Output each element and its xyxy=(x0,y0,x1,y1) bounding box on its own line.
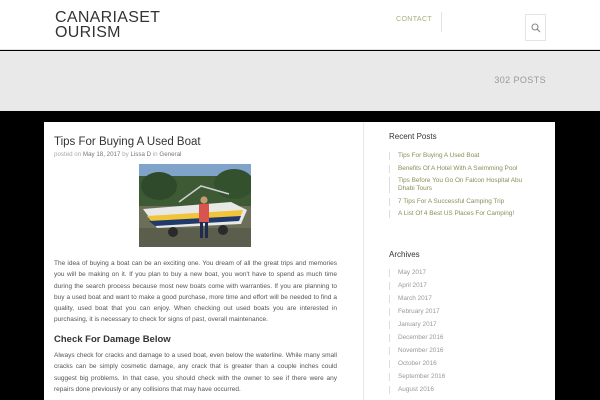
meta-in: in xyxy=(152,151,158,158)
site-logo[interactable] xyxy=(55,10,175,40)
archives-list xyxy=(389,269,445,399)
search-icon xyxy=(531,23,541,33)
archive-link[interactable]: November 2016 xyxy=(389,347,445,355)
post-paragraph-1: The idea of buying a boat can be an exciting one. You dream of all the great trips and memories you will be making on it. If you plan to buy a new boat, you won't have to spend as much time during the search process because most new boats come with warranties. If you are planning to buy a used boat and want to make a good purchase, more time and effort will be needed to find a quality, used boat that you can enjoy. When checking out used boats you are interested in purchasing, it is necessary to check for signs of past, overall maintenance. xyxy=(54,260,337,324)
recent-post-link[interactable]: Benefits Of A Hotel With A Swimming Pool xyxy=(389,165,539,173)
recent-post-link[interactable]: 7 Tips For A Successful Camping Trip xyxy=(389,198,539,206)
content-area xyxy=(44,122,555,400)
post-image xyxy=(139,164,251,247)
recent-post-link[interactable]: Tips Before You Go On Falcon Hospital Abu Dhabi Tours xyxy=(389,177,539,193)
post-author-link[interactable]: Lissa D xyxy=(130,151,152,158)
post-paragraph-2: Always check for cracks and damage to a used boat, even below the waterline. While many small cracks can be simply cosmetic damage, any crack that is greater than a couple inches could suggest big problems. In that case, you should check with the owner to see if there were any repairs done previously or any collisions that may have occurred. xyxy=(54,352,337,393)
meta-by: by xyxy=(122,151,129,158)
archive-link[interactable]: December 2016 xyxy=(389,334,445,342)
recent-posts-list xyxy=(389,152,539,223)
archive-link[interactable]: May 2017 xyxy=(389,269,445,277)
nav-contact-link[interactable]: CONTACT xyxy=(396,16,433,23)
post-meta xyxy=(54,151,181,158)
archive-link[interactable]: September 2016 xyxy=(389,373,445,381)
post-count: 302 POSTS xyxy=(494,75,546,85)
meta-posted-on: posted on xyxy=(54,151,82,158)
logo-line-1: CANARIASET xyxy=(55,9,161,26)
archive-link[interactable]: August 2016 xyxy=(389,386,445,394)
archive-link[interactable]: April 2017 xyxy=(389,282,445,290)
page-banner xyxy=(0,51,600,111)
main-column xyxy=(44,122,364,400)
site-header xyxy=(0,0,600,50)
logo-line-2: OURISM xyxy=(55,24,121,41)
sidebar xyxy=(389,122,549,400)
search-button[interactable] xyxy=(525,14,546,41)
recent-posts-title: Recent Posts xyxy=(389,132,437,141)
archive-link[interactable]: October 2016 xyxy=(389,360,445,368)
archive-link[interactable]: February 2017 xyxy=(389,308,445,316)
post-title[interactable]: Tips For Buying A Used Boat xyxy=(54,136,201,148)
nav-divider xyxy=(441,12,442,32)
post-subheading: Check For Damage Below xyxy=(54,334,171,345)
archives-title: Archives xyxy=(389,250,420,259)
post-category-link[interactable]: General xyxy=(159,151,182,158)
post-date-link[interactable]: May 18, 2017 xyxy=(82,151,121,158)
archive-link[interactable]: January 2017 xyxy=(389,321,445,329)
recent-post-link[interactable]: Tips For Buying A Used Boat xyxy=(389,152,539,160)
recent-post-link[interactable]: A List Of 4 Best US Places For Camping! xyxy=(389,210,539,218)
archive-link[interactable]: March 2017 xyxy=(389,295,445,303)
